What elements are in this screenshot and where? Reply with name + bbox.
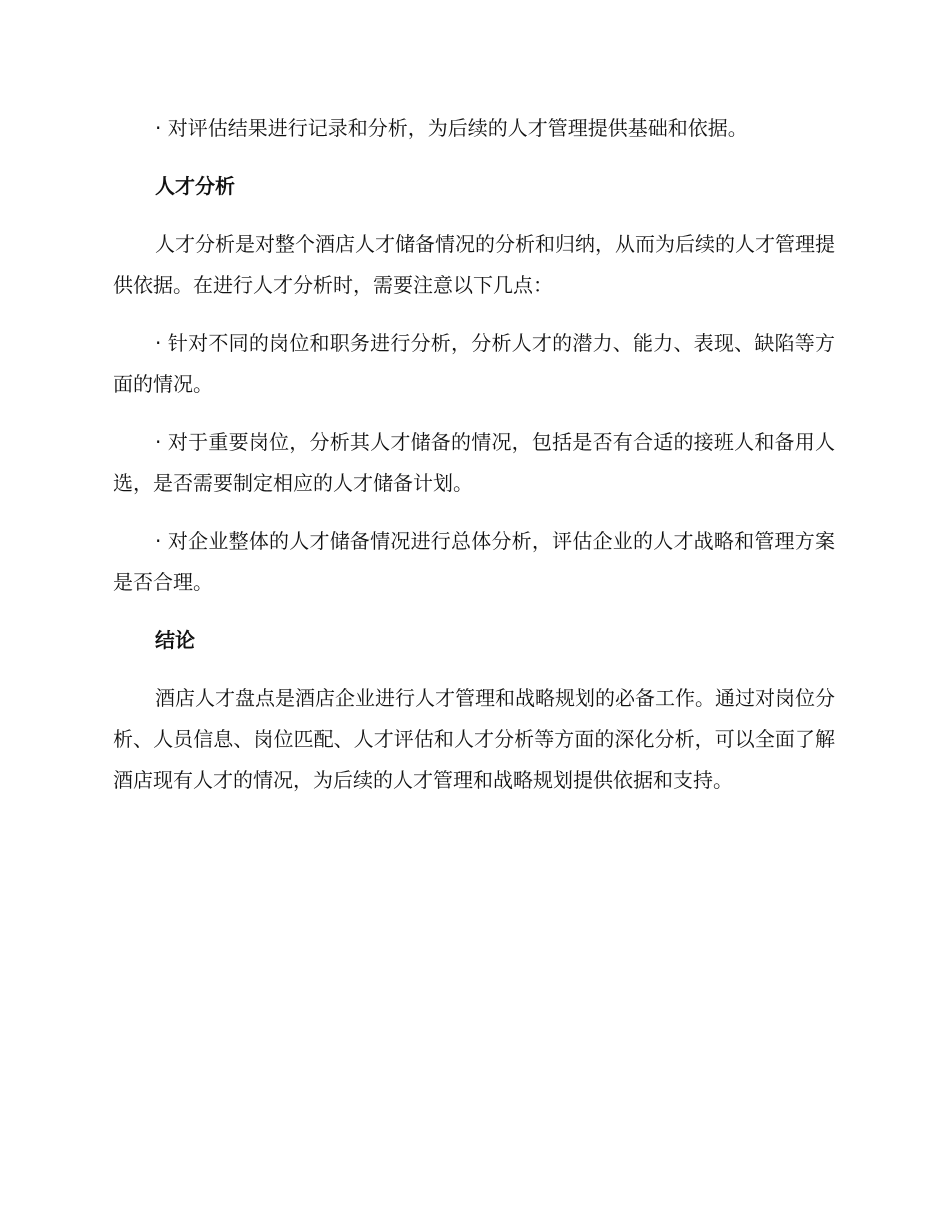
- bullet-paragraph-key-positions: · 对于重要岗位，分析其人才储备的情况，包括是否有合适的接班人和备用人选，是否需要制定相应的人才储备计划。: [113, 430, 835, 495]
- paragraph-conclusion: 酒店人才盘点是酒店企业进行人才管理和战略规划的必备工作。通过对岗位分析、人员信息、岗位匹配、人才评估和人才分析等方面的深化分析，可以全面了解酒店现有人才的情况，为后续的人才管理和战略规划提供依据和支持。: [113, 686, 835, 792]
- bullet-paragraph-overall-analysis: · 对企业整体的人才储备情况进行总体分析，评估企业的人才战略和管理方案是否合理。: [113, 529, 835, 594]
- section-heading-conclusion: 结论: [155, 628, 195, 652]
- document-page: [113, 108, 835, 818]
- paragraph-talent-analysis-intro: 人才分析是对整个酒店人才储备情况的分析和归纳，从而为后续的人才管理提供依据。在进行人才分析时，需要注意以下几点：: [113, 232, 835, 297]
- bullet-paragraph-position-analysis: · 针对不同的岗位和职务进行分析，分析人才的潜力、能力、表现、缺陷等方面的情况。: [113, 331, 835, 396]
- section-heading-talent-analysis: 人才分析: [155, 174, 235, 198]
- bullet-paragraph-record-analysis: · 对评估结果进行记录和分析，为后续的人才管理提供基础和依据。: [155, 116, 748, 140]
